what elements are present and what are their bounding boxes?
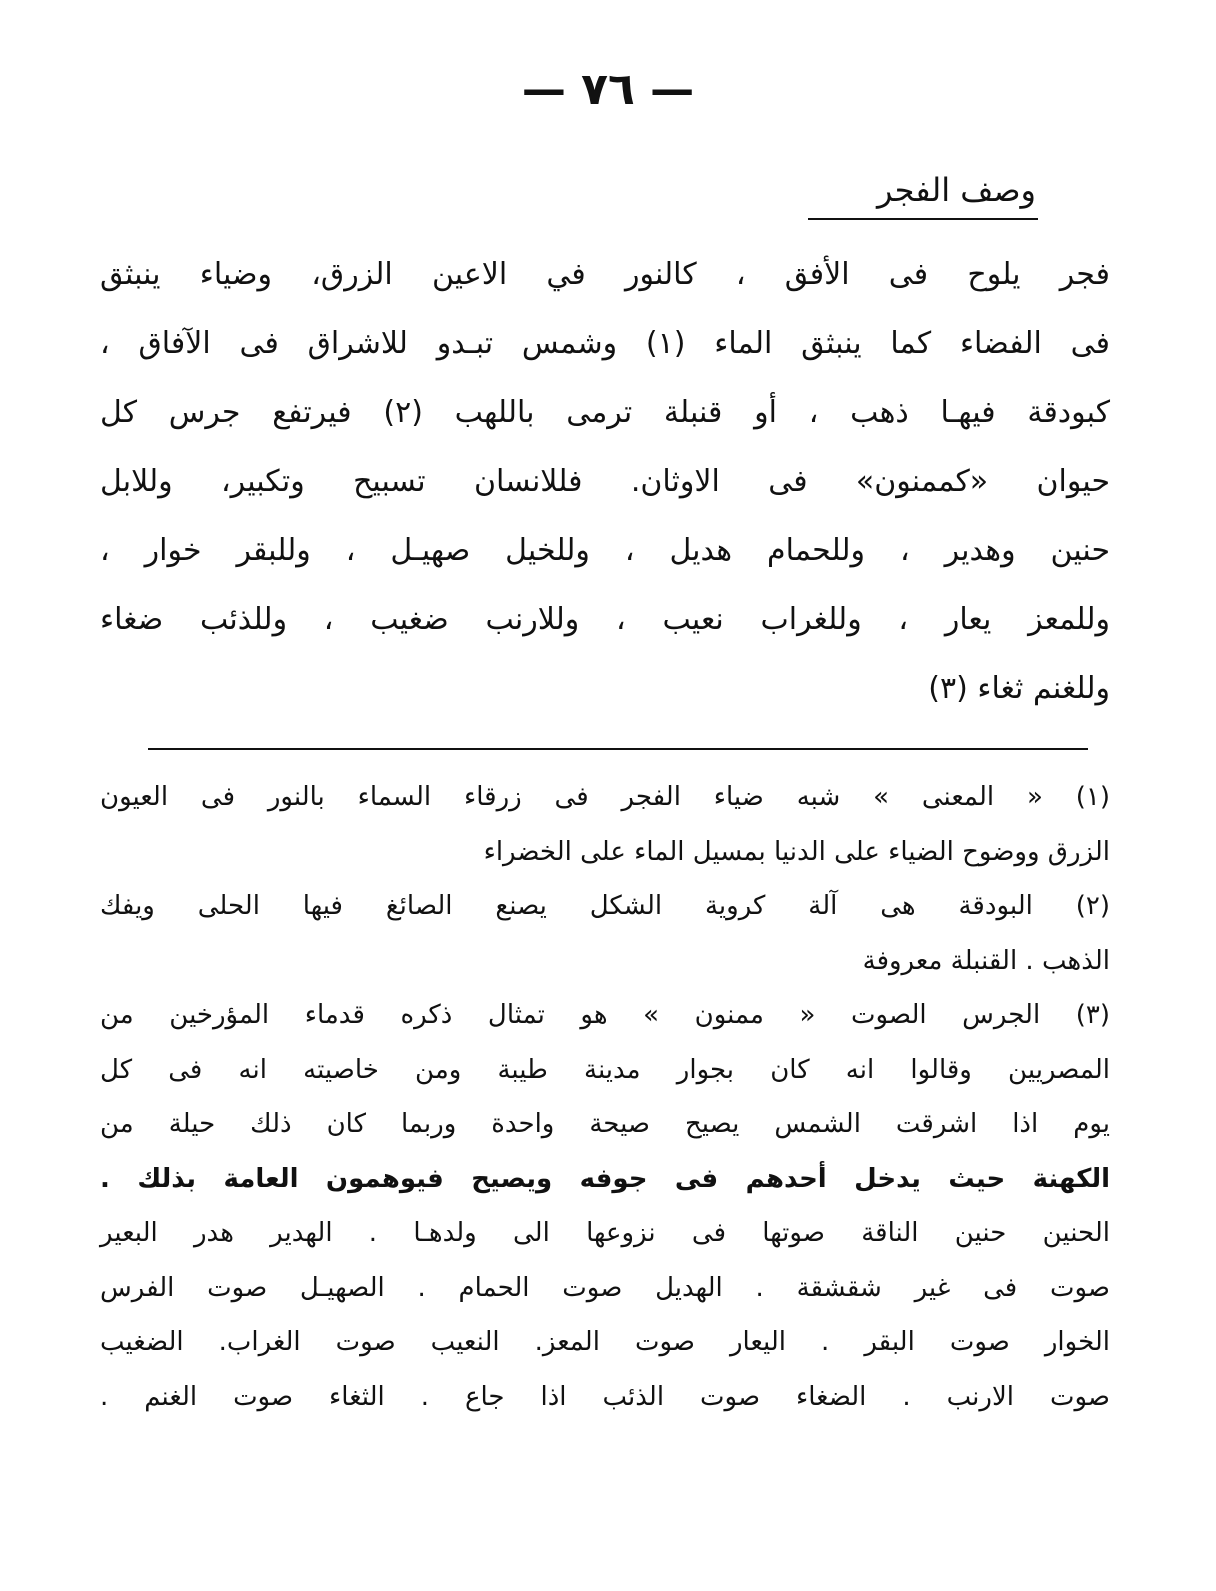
poem-line: حيوان «كممنون» فى الاوثان. فللانسان تسبيح وتكبير، وللابل xyxy=(100,464,1110,499)
footnote-separator xyxy=(148,748,1088,750)
poem-line: فجر يلوح فى الأفق ، كالنور في الاعين الزرق، وضياء ينبثق xyxy=(100,257,1110,292)
footnote-line: الكهنة حيث يدخل أحدهم فى جوفه ويصيح فيوهمون العامة بذلك . xyxy=(100,1163,1110,1194)
footnote-line: الحنين حنين الناقة صوتها فى نزوعها الى ولدهـا . الهدير هدر البعير xyxy=(100,1218,1110,1248)
poem-line: وللغنم ثغاء (٣) xyxy=(928,671,1110,706)
page-number: — ٧٦ — xyxy=(521,64,695,115)
footnote-line: صوت الارنب . الضغاء صوت الذئب اذا جاع . الثغاء صوت الغنم . xyxy=(100,1381,1110,1412)
footnote-line: (٣) الجرس الصوت « ممنون » هو تمثال ذكره قدماء المؤرخين من xyxy=(100,1000,1110,1030)
footnote-line: صوت فى غير شقشقة . الهديل صوت الحمام . الصهيـل صوت الفرس xyxy=(100,1272,1110,1303)
footnote-line: المصريين وقالوا انه كان بجوار مدينة طيبة ومن خاصيته انه فى كل xyxy=(100,1054,1110,1085)
poem-line: وللمعز يعار ، وللغراب نعيب ، وللارنب ضغيب ، وللذئب ضغاء xyxy=(100,602,1110,637)
footnote-line: (١) « المعنى » شبه ضياء الفجر فى زرقاء السماء بالنور فى العيون xyxy=(100,782,1110,812)
poem-body xyxy=(100,240,1110,723)
footnote-line: الخوار صوت البقر . اليعار صوت المعز. النعيب صوت الغراب. الضغيب xyxy=(100,1327,1110,1357)
footnote-line: (٢) البودقة هى آلة كروية الشكل يصنع الصائغ فيها الحلى ويفك xyxy=(100,891,1110,921)
footnote-line: يوم اذا اشرقت الشمس يصيح صيحة واحدة وربما كان ذلك حيلة من xyxy=(100,1109,1110,1139)
section-title: وصف الفجر xyxy=(876,171,1036,209)
title-underline xyxy=(808,218,1038,220)
poem-line: فى الفضاء كما ينبثق الماء (١) وشمس تبـدو للاشراق فى الآفاق ، xyxy=(100,326,1110,361)
poem-line: كبودقة فيهـا ذهب ، أو قنبلة ترمى باللهب (٢) فيرتفع جرس كل xyxy=(100,395,1110,430)
poem-line: حنين وهدير ، وللحمام هديل ، وللخيل صهيـل ، وللبقر خوار ، xyxy=(100,533,1110,568)
footnotes xyxy=(100,770,1110,1424)
footnote-line: الذهب . القنبلة معروفة xyxy=(862,945,1110,976)
footnote-line: الزرق ووضوح الضياء على الدنيا بمسيل الماء على الخضراء xyxy=(483,836,1110,867)
